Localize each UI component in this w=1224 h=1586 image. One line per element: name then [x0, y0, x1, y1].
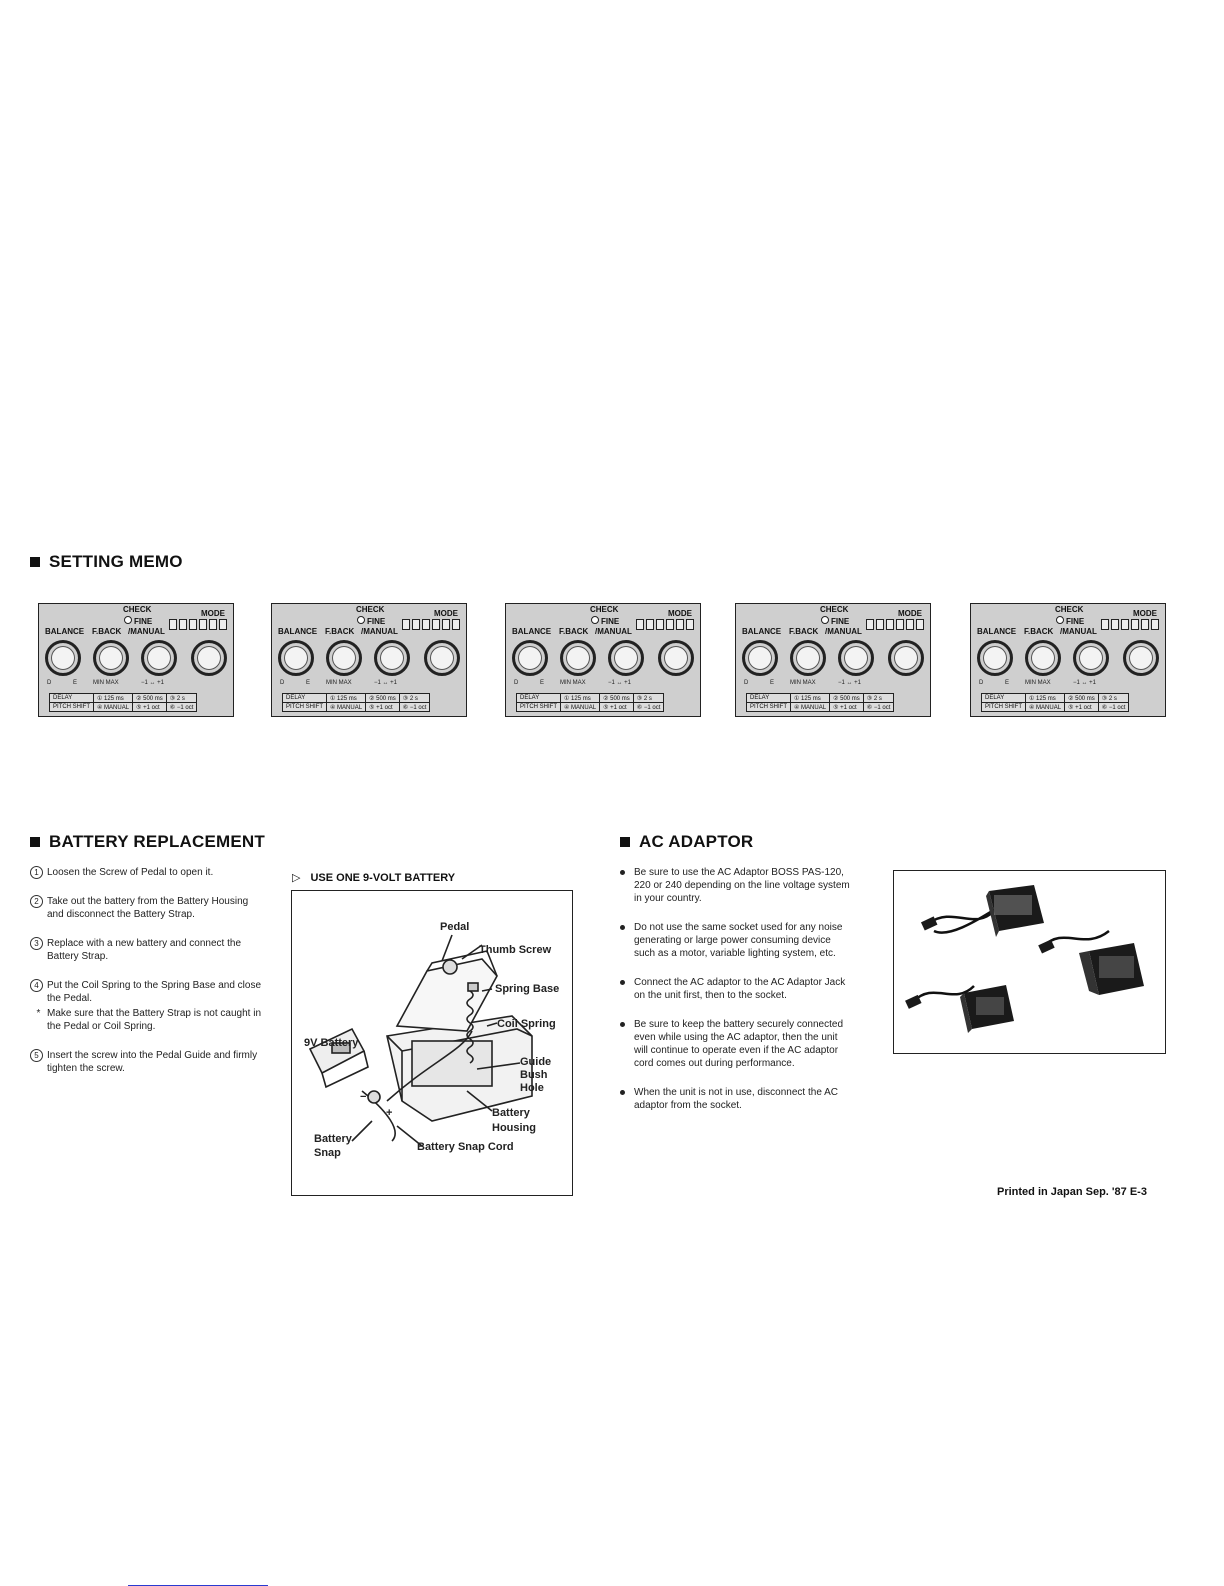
label-min-max: MIN MAX: [1025, 680, 1051, 686]
mode-indicators: [1101, 619, 1159, 630]
check-led-icon: [124, 616, 132, 624]
label-plus-minus: −1 ↔ +1: [838, 680, 862, 686]
label-min-max: MIN MAX: [560, 680, 586, 686]
bullet-icon: [620, 870, 625, 875]
manual-knob: [1073, 640, 1109, 676]
label-bush: Bush: [520, 1069, 548, 1081]
check-led-icon: [821, 616, 829, 624]
label-check: CHECK: [820, 605, 849, 614]
list-item: When the unit is not in use, disconnect the AC adaptor from the socket.: [620, 1086, 854, 1112]
memo-table: [282, 693, 430, 712]
balance-knob: [278, 640, 314, 676]
mode-indicators: [636, 619, 694, 630]
label-d: D: [744, 680, 749, 686]
battery-subheading: ▷ USE ONE 9-VOLT BATTERY: [292, 871, 456, 884]
bullet-icon: [620, 1022, 625, 1027]
label-check: CHECK: [1055, 605, 1084, 614]
table-row: DELAY ① 125 ms ② 500 ms ③ 2 s: [283, 694, 430, 703]
label-fback: F.BACK: [559, 627, 589, 636]
bullet-icon: [620, 1090, 625, 1095]
label-min-max: MIN MAX: [790, 680, 816, 686]
label-coil-spring: Coil Spring: [497, 1018, 556, 1030]
list-item: 4 Put the Coil Spring to the Spring Base and close the Pedal.: [30, 979, 266, 1005]
label-plus-minus: −1 ↔ +1: [374, 680, 398, 686]
label-fine: FINE: [1066, 617, 1085, 626]
table-row: PITCH SHIFT ④ MANUAL ⑤ +1 oct ⑥ −1 oct: [982, 703, 1129, 712]
label-mode: MODE: [1133, 609, 1157, 618]
label-fine: FINE: [601, 617, 620, 626]
label-mode: MODE: [434, 609, 458, 618]
label-check: CHECK: [590, 605, 619, 614]
label-balance: BALANCE: [45, 627, 85, 636]
label-e: E: [306, 680, 311, 686]
table-row: DELAY ① 125 ms ② 500 ms ③ 2 s: [982, 694, 1129, 703]
fback-knob: [1025, 640, 1061, 676]
label-plus-minus: −1 ↔ +1: [608, 680, 632, 686]
label-d: D: [47, 680, 52, 686]
check-led-icon: [591, 616, 599, 624]
label-check: CHECK: [356, 605, 385, 614]
label-fine: FINE: [831, 617, 850, 626]
memo-table: [746, 693, 894, 712]
label-balance: BALANCE: [278, 627, 318, 636]
battery-steps: [30, 866, 266, 1091]
label-manual: /MANUAL: [1060, 627, 1097, 636]
heading-square-icon: [30, 837, 40, 847]
ac-adaptor-bullets: [620, 866, 854, 1128]
bullet-icon: [620, 925, 625, 930]
label-thumb-screw: Thumb Screw: [479, 944, 552, 956]
label-plus: +: [386, 1107, 393, 1119]
memo-table: [49, 693, 197, 712]
manual-knob: [838, 640, 874, 676]
triangle-right-icon: ▷: [292, 872, 301, 884]
label-d: D: [979, 680, 984, 686]
fback-knob: [790, 640, 826, 676]
mode-indicators: [169, 619, 227, 630]
printed-in-japan: Printed in Japan Sep. '87 E-3: [997, 1186, 1147, 1198]
battery-replacement-heading: BATTERY REPLACEMENT: [30, 832, 265, 852]
fback-knob: [93, 640, 129, 676]
label-manual: /MANUAL: [128, 627, 165, 636]
ac-adaptor-photo: [893, 870, 1166, 1054]
label-fback: F.BACK: [92, 627, 122, 636]
check-led-icon: [357, 616, 365, 624]
list-item: 3 Replace with a new battery and connect the Battery Strap.: [30, 937, 266, 963]
mode-knob: [191, 640, 227, 676]
label-e: E: [73, 680, 78, 686]
setting-memo-panel: [505, 603, 701, 717]
label-pedal: Pedal: [440, 921, 470, 933]
fback-knob: [560, 640, 596, 676]
label-balance: BALANCE: [977, 627, 1017, 636]
label-minus: −: [360, 1091, 367, 1103]
list-item: 2 Take out the battery from the Battery Housing and disconnect the Battery Strap.: [30, 895, 266, 921]
label-check: CHECK: [123, 605, 152, 614]
label-battery-snap-line2: Snap: [314, 1147, 341, 1159]
balance-knob: [742, 640, 778, 676]
label-battery-housing-line1: Battery: [492, 1107, 530, 1119]
balance-knob: [512, 640, 548, 676]
label-mode: MODE: [898, 609, 922, 618]
bullet-icon: [620, 980, 625, 985]
label-min-max: MIN MAX: [326, 680, 352, 686]
label-fback: F.BACK: [325, 627, 355, 636]
memo-table: [516, 693, 664, 712]
label-balance: BALANCE: [512, 627, 552, 636]
setting-memo-panel: [970, 603, 1166, 717]
label-balance: BALANCE: [742, 627, 782, 636]
table-row: DELAY ① 125 ms ② 500 ms ③ 2 s: [517, 694, 664, 703]
manual-knob: [608, 640, 644, 676]
manual-knob: [141, 640, 177, 676]
label-plus-minus: −1 ↔ +1: [1073, 680, 1097, 686]
label-e: E: [770, 680, 775, 686]
label-mode: MODE: [201, 609, 225, 618]
balance-knob: [45, 640, 81, 676]
table-row: DELAY ① 125 ms ② 500 ms ③ 2 s: [747, 694, 894, 703]
mode-knob: [888, 640, 924, 676]
label-guide: Guide: [520, 1056, 552, 1068]
mode-knob: [424, 640, 460, 676]
manual-knob: [374, 640, 410, 676]
label-manual: /MANUAL: [361, 627, 398, 636]
mode-knob: [1123, 640, 1159, 676]
label-d: D: [280, 680, 285, 686]
heading-square-icon: [30, 557, 40, 567]
label-e: E: [540, 680, 545, 686]
ac-adaptor-image: [894, 871, 1165, 1053]
balance-knob: [977, 640, 1013, 676]
label-min-max: MIN MAX: [93, 680, 119, 686]
label-battery-snap-cord: Battery Snap Cord: [417, 1141, 514, 1153]
label-plus-minus: −1 ↔ +1: [141, 680, 165, 686]
memo-table: [981, 693, 1129, 712]
label-battery-snap-line1: Battery: [314, 1133, 352, 1145]
label-manual: /MANUAL: [595, 627, 632, 636]
battery-note: * Make sure that the Battery Strap is not caught in the Pedal or Coil Spring.: [36, 1008, 262, 1032]
battery-diagram: [291, 890, 573, 1196]
table-row: PITCH SHIFT ④ MANUAL ⑤ +1 oct ⑥ −1 oct: [747, 703, 894, 712]
label-fback: F.BACK: [1024, 627, 1054, 636]
list-item: Do not use the same socket used for any noise generating or large power consuming device such as a motor, variable lighting system, etc.: [620, 921, 854, 960]
label-fine: FINE: [134, 617, 153, 626]
list-item: Be sure to keep the battery securely connected even while using the AC adaptor, then the unit will continue to operate even if the AC adaptor cord comes out during performance.: [620, 1018, 854, 1070]
setting-memo-heading: SETTING MEMO: [30, 552, 183, 572]
label-hole: Hole: [520, 1082, 544, 1094]
table-row: PITCH SHIFT ④ MANUAL ⑤ +1 oct ⑥ −1 oct: [283, 703, 430, 712]
label-mode: MODE: [668, 609, 692, 618]
check-led-icon: [1056, 616, 1064, 624]
mode-indicators: [866, 619, 924, 630]
table-row: PITCH SHIFT ④ MANUAL ⑤ +1 oct ⑥ −1 oct: [517, 703, 664, 712]
setting-memo-panel: [735, 603, 931, 717]
heading-square-icon: [620, 837, 630, 847]
label-fine: FINE: [367, 617, 386, 626]
label-e: E: [1005, 680, 1010, 686]
label-d: D: [514, 680, 519, 686]
list-item: Connect the AC adaptor to the AC Adaptor Jack on the unit first, then to the socket.: [620, 976, 854, 1002]
fback-knob: [326, 640, 362, 676]
label-9v-battery: 9V Battery: [304, 1037, 359, 1049]
label-spring-base: Spring Base: [495, 983, 560, 995]
table-row: DELAY ① 125 ms ② 500 ms ③ 2 s: [50, 694, 197, 703]
setting-memo-panel: [38, 603, 234, 717]
label-manual: /MANUAL: [825, 627, 862, 636]
setting-memo-panel: [271, 603, 467, 717]
mode-indicators: [402, 619, 460, 630]
label-fback: F.BACK: [789, 627, 819, 636]
list-item: 1 Loosen the Screw of Pedal to open it.: [30, 866, 266, 879]
label-battery-housing-line2: Housing: [492, 1122, 536, 1134]
table-row: PITCH SHIFT ④ MANUAL ⑤ +1 oct ⑥ −1 oct: [50, 703, 197, 712]
list-item: 5 Insert the screw into the Pedal Guide and firmly tighten the screw.: [30, 1049, 266, 1075]
ac-adaptor-heading: AC ADAPTOR: [620, 832, 753, 852]
mode-knob: [658, 640, 694, 676]
list-item: Be sure to use the AC Adaptor BOSS PAS-120, 220 or 240 depending on the line voltage system in your country.: [620, 866, 854, 905]
